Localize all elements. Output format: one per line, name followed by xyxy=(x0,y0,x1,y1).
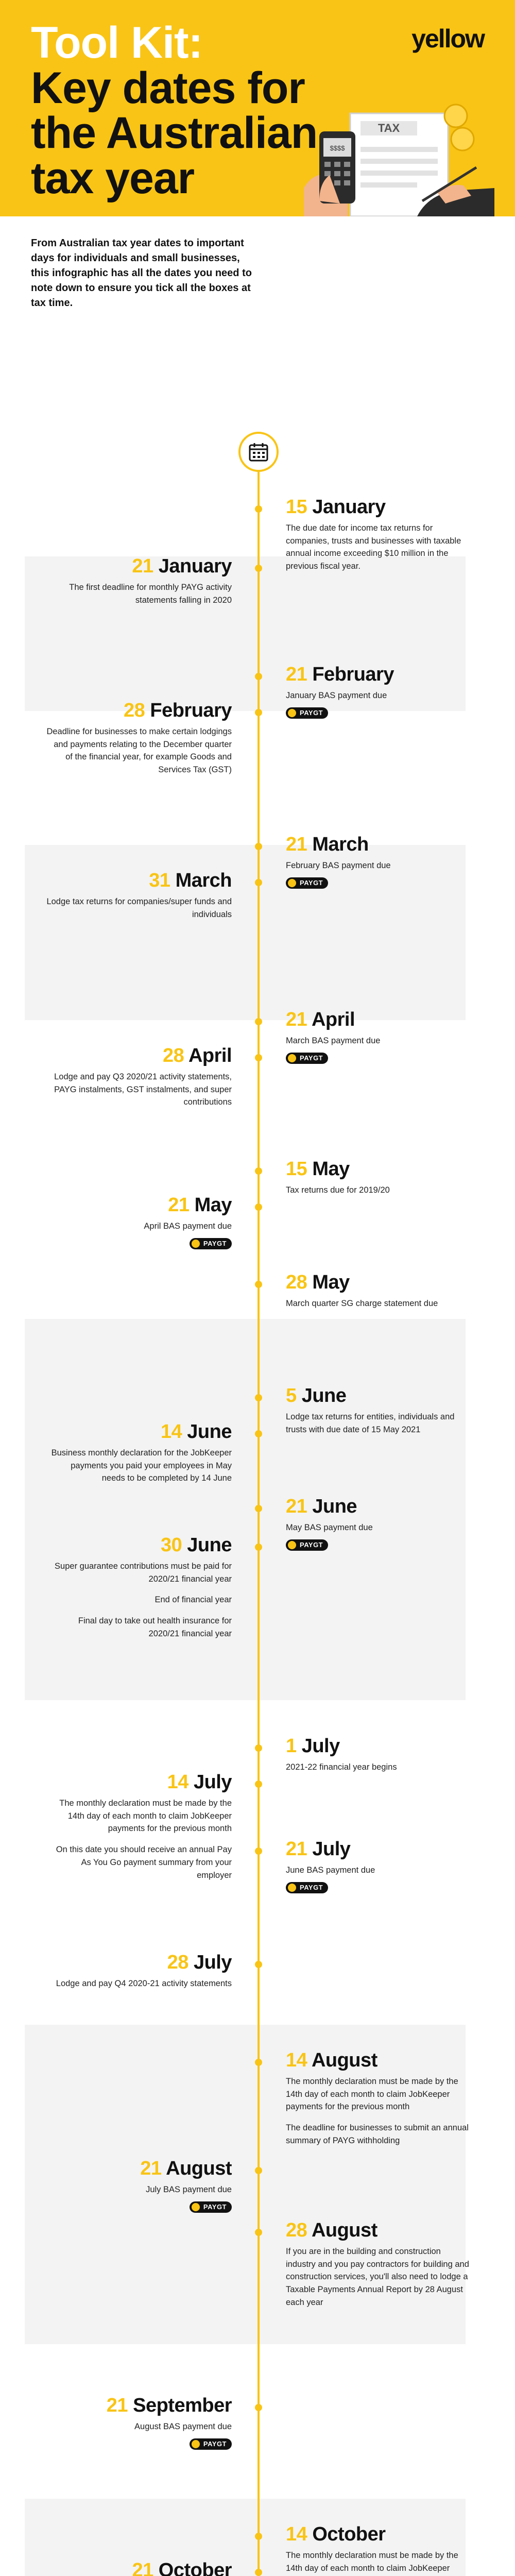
event-month: July xyxy=(193,1771,232,1793)
event-july-21 xyxy=(286,1839,471,1894)
coin-icon xyxy=(288,1541,296,1549)
timeline-dot xyxy=(255,1204,262,1211)
paygt-label: PAYGT xyxy=(300,1884,323,1892)
event-august-28 xyxy=(286,2221,471,2309)
timeline-dot xyxy=(255,2059,262,2066)
event-march-31 xyxy=(46,871,232,921)
event-date xyxy=(286,1159,471,1180)
event-month: April xyxy=(311,1009,355,1030)
event-month: August xyxy=(311,2049,377,2071)
event-june-5 xyxy=(286,1386,471,1436)
event-month: July xyxy=(301,1735,340,1757)
timeline-dot xyxy=(255,565,262,572)
event-july-14 xyxy=(46,1772,232,1882)
event-description: February BAS payment due xyxy=(286,860,391,870)
event-month: February xyxy=(312,664,394,685)
event-june-30 xyxy=(46,1535,232,1640)
event-day: 21 xyxy=(106,2395,128,2416)
event-description: August BAS payment due xyxy=(134,2421,232,2431)
event-october-21 xyxy=(46,2561,232,2576)
event-april-21 xyxy=(286,1010,471,1065)
event-january-15 xyxy=(286,497,471,573)
event-june-21 xyxy=(286,1497,471,1552)
event-june-14 xyxy=(46,1422,232,1485)
event-date xyxy=(46,1046,232,1066)
event-may-28 xyxy=(286,1273,471,1310)
event-month: May xyxy=(312,1158,350,1180)
timeline-dot xyxy=(255,1167,262,1175)
timeline-dot xyxy=(255,1430,262,1437)
event-date xyxy=(286,2050,471,2071)
event-day: 31 xyxy=(149,870,170,891)
event-day: 28 xyxy=(286,2219,307,2241)
event-august-14 xyxy=(286,2050,471,2147)
form-line xyxy=(360,159,438,164)
event-description: March BAS payment due xyxy=(286,1036,381,1045)
calculator-phone-icon xyxy=(304,131,355,216)
event-month: January xyxy=(312,496,386,518)
event-month: March xyxy=(175,870,232,891)
event-month: January xyxy=(158,555,232,577)
brand-logo[interactable]: yellow xyxy=(411,24,484,53)
event-date xyxy=(46,1195,232,1216)
event-date xyxy=(46,1953,232,1973)
event-day: 21 xyxy=(286,664,307,685)
timeline-dot xyxy=(255,1018,262,1025)
event-february-28 xyxy=(46,701,232,776)
coin-icon xyxy=(288,1054,296,1062)
paygt-label: PAYGT xyxy=(203,1240,227,1248)
event-description: On this date you should receive an annual Pay As You Go payment summary from your employer xyxy=(56,1845,232,1880)
event-day: 14 xyxy=(167,1771,188,1793)
paygt-label: PAYGT xyxy=(300,879,323,887)
event-month: October xyxy=(158,2560,232,2576)
event-day: 21 xyxy=(132,555,153,577)
event-month: October xyxy=(312,2523,386,2545)
event-description: January BAS payment due xyxy=(286,690,387,700)
event-date xyxy=(286,1497,471,1517)
event-description: Lodge tax returns for entities, individuals and trusts with due date of 15 May 2021 xyxy=(286,1412,455,1434)
event-month: May xyxy=(312,1272,350,1293)
event-month: June xyxy=(187,1421,232,1443)
paygt-badge xyxy=(286,877,328,889)
event-day: 21 xyxy=(286,1838,307,1860)
event-day: 28 xyxy=(286,1272,307,1293)
event-description: Final day to take out health insurance for 2020/21 financial year xyxy=(78,1616,232,1638)
event-description: April BAS payment due xyxy=(144,1221,232,1231)
event-description: End of financial year xyxy=(154,1595,232,1605)
event-august-21 xyxy=(46,2159,232,2214)
event-description: Deadline for businesses to make certain lodgings and payments relating to the December quarter of the financial year, for example Goods and Services Tax (GST) xyxy=(46,726,232,775)
event-date xyxy=(46,2159,232,2179)
event-date xyxy=(46,871,232,891)
coin-icon xyxy=(288,1884,296,1892)
event-description: June BAS payment due xyxy=(286,1865,375,1875)
page-title xyxy=(31,18,319,204)
timeline-dot xyxy=(255,1848,262,1855)
timeline-dot xyxy=(255,505,262,513)
paygt-label: PAYGT xyxy=(300,1054,323,1062)
event-month: April xyxy=(188,1045,232,1066)
event-july-28 xyxy=(46,1953,232,1990)
event-date xyxy=(286,2524,471,2545)
event-day: 21 xyxy=(132,2560,153,2576)
paygt-badge xyxy=(286,707,328,719)
paygt-badge xyxy=(286,1539,328,1551)
event-march-21 xyxy=(286,835,471,890)
event-description: March quarter SG charge statement due xyxy=(286,1298,438,1308)
event-day: 15 xyxy=(286,1158,307,1180)
event-day: 28 xyxy=(167,1952,188,1973)
timeline-dot xyxy=(255,2167,262,2174)
event-month: June xyxy=(312,1496,357,1517)
event-month: August xyxy=(166,2158,232,2179)
intro-paragraph: From Australian tax year dates to important days for individuals and small businesses, this infographic has all the dates you need to note down to ensure you tick all the boxes at tax time. xyxy=(31,238,252,309)
coin-icon xyxy=(192,2203,200,2211)
form-line xyxy=(360,171,438,176)
timeline-dot xyxy=(255,2404,262,2411)
title-line-2: Key dates for the Australian tax year xyxy=(31,63,318,204)
timeline-dot xyxy=(255,1394,262,1401)
event-month: May xyxy=(194,1194,232,1216)
event-january-21 xyxy=(46,556,232,606)
event-month: September xyxy=(133,2395,232,2416)
event-day: 14 xyxy=(160,1421,182,1443)
event-month: June xyxy=(301,1385,347,1406)
event-day: 14 xyxy=(286,2049,307,2071)
paygt-badge xyxy=(190,2201,232,2213)
calendar-badge xyxy=(238,432,279,472)
form-line xyxy=(360,182,417,188)
coin-icon xyxy=(288,709,296,717)
event-description: Lodge and pay Q4 2020-21 activity statements xyxy=(56,1978,232,1988)
event-october-14 xyxy=(286,2524,471,2576)
tax-form-illustration xyxy=(299,98,494,216)
timeline-dot xyxy=(255,1505,262,1512)
event-date xyxy=(46,1772,232,1793)
header-banner xyxy=(0,0,515,216)
event-date xyxy=(286,665,471,685)
timeline-dot xyxy=(255,709,262,716)
form-line xyxy=(360,147,438,152)
calendar-icon xyxy=(248,442,269,462)
event-date xyxy=(286,1839,471,1860)
timeline-axis xyxy=(258,451,260,2576)
event-february-21 xyxy=(286,665,471,720)
event-day: 21 xyxy=(140,2158,162,2179)
timeline-dot xyxy=(255,1744,262,1752)
event-description: July BAS payment due xyxy=(146,2184,232,2194)
event-month: February xyxy=(150,700,232,721)
event-month: July xyxy=(312,1838,351,1860)
event-description: Lodge and pay Q3 2020/21 activity statements, PAYG instalments, GST instalments, and super contributions xyxy=(54,1072,232,1107)
event-description: The monthly declaration must be made by the 14th day of each month to claim JobKeeper payments for the previous month xyxy=(286,2076,458,2112)
timeline-dot xyxy=(255,2533,262,2540)
coin-icon xyxy=(444,105,474,150)
coin-icon xyxy=(288,879,296,887)
event-date xyxy=(286,1010,471,1030)
event-description: If you are in the building and construction industry and you pay contractors for building and construction services, you'll also need to lodge a Taxable Payments Annual Report by 28 August each year xyxy=(286,2246,469,2307)
timeline-dot xyxy=(255,2569,262,2576)
timeline-dot xyxy=(255,1054,262,1061)
event-july-1 xyxy=(286,1736,471,1774)
paygt-badge xyxy=(286,1053,328,1064)
event-date xyxy=(46,1422,232,1443)
event-month: March xyxy=(312,834,369,855)
svg-text:$$$$: $$$$ xyxy=(330,144,345,152)
event-description: The due date for income tax returns for companies, trusts and businesses with taxable annual income exceeding $10 million in the previous fiscal year. xyxy=(286,523,461,571)
event-day: 28 xyxy=(163,1045,184,1066)
event-may-15 xyxy=(286,1159,471,1197)
event-month: July xyxy=(193,1952,232,1973)
event-april-28 xyxy=(46,1046,232,1109)
event-date xyxy=(46,2561,232,2576)
coin-icon xyxy=(192,2440,200,2448)
paygt-label: PAYGT xyxy=(300,1541,323,1549)
paygt-label: PAYGT xyxy=(300,709,323,717)
paygt-label: PAYGT xyxy=(203,2440,227,2448)
event-day: 14 xyxy=(286,2523,307,2545)
event-description: The first deadline for monthly PAYG activity statements falling in 2020 xyxy=(69,582,232,605)
paygt-badge xyxy=(190,1238,232,1249)
paygt-badge xyxy=(286,1882,328,1893)
event-date xyxy=(286,2221,471,2241)
event-day: 30 xyxy=(160,1534,182,1556)
event-date xyxy=(46,556,232,577)
event-date xyxy=(286,497,471,518)
event-date xyxy=(46,1535,232,1556)
event-month: August xyxy=(311,2219,377,2241)
event-month: June xyxy=(187,1534,232,1556)
title-line-1: Tool Kit: xyxy=(31,18,203,67)
event-may-21 xyxy=(46,1195,232,1250)
event-date xyxy=(46,2396,232,2416)
event-description: 2021-22 financial year begins xyxy=(286,1762,397,1772)
paygt-label: PAYGT xyxy=(203,2203,227,2211)
event-description: May BAS payment due xyxy=(286,1522,373,1532)
event-date xyxy=(46,701,232,721)
event-date xyxy=(286,1736,471,1757)
timeline-dot xyxy=(255,2229,262,2236)
event-day: 15 xyxy=(286,496,307,518)
event-description: The deadline for businesses to submit an annual summary of PAYG withholding xyxy=(286,2123,469,2145)
event-day: 21 xyxy=(286,1496,307,1517)
tax-form-title: TAX xyxy=(377,122,400,134)
event-description: The monthly declaration must be made by the 14th day of each month to claim JobKeeper xyxy=(286,2550,458,2573)
paygt-badge xyxy=(190,2438,232,2450)
timeline-dot xyxy=(255,1544,262,1551)
timeline-dot xyxy=(255,673,262,680)
event-description: Business monthly declaration for the JobKeeper payments you paid your employees in May needs to be completed by 14 June xyxy=(51,1448,232,1483)
event-day: 1 xyxy=(286,1735,297,1757)
event-day: 21 xyxy=(286,834,307,855)
event-day: 21 xyxy=(286,1009,307,1030)
event-day: 28 xyxy=(124,700,145,721)
timeline-dot xyxy=(255,879,262,886)
event-september-21 xyxy=(46,2396,232,2451)
event-date xyxy=(286,835,471,855)
coin-icon xyxy=(192,1240,200,1248)
event-date xyxy=(286,1386,471,1406)
event-description: The monthly declaration must be made by the 14th day of each month to claim JobKeeper payments for the previous month xyxy=(59,1798,232,1834)
timeline-dot xyxy=(255,1961,262,1968)
event-day: 5 xyxy=(286,1385,297,1406)
event-description: Tax returns due for 2019/20 xyxy=(286,1185,390,1195)
event-day: 21 xyxy=(168,1194,190,1216)
timeline-dot xyxy=(255,1781,262,1788)
timeline-dot xyxy=(255,843,262,850)
event-description: Lodge tax returns for companies/super funds and individuals xyxy=(46,896,232,919)
event-description: Super guarantee contributions must be paid for 2020/21 financial year xyxy=(55,1561,232,1584)
timeline-dot xyxy=(255,1281,262,1288)
event-date xyxy=(286,1273,471,1293)
